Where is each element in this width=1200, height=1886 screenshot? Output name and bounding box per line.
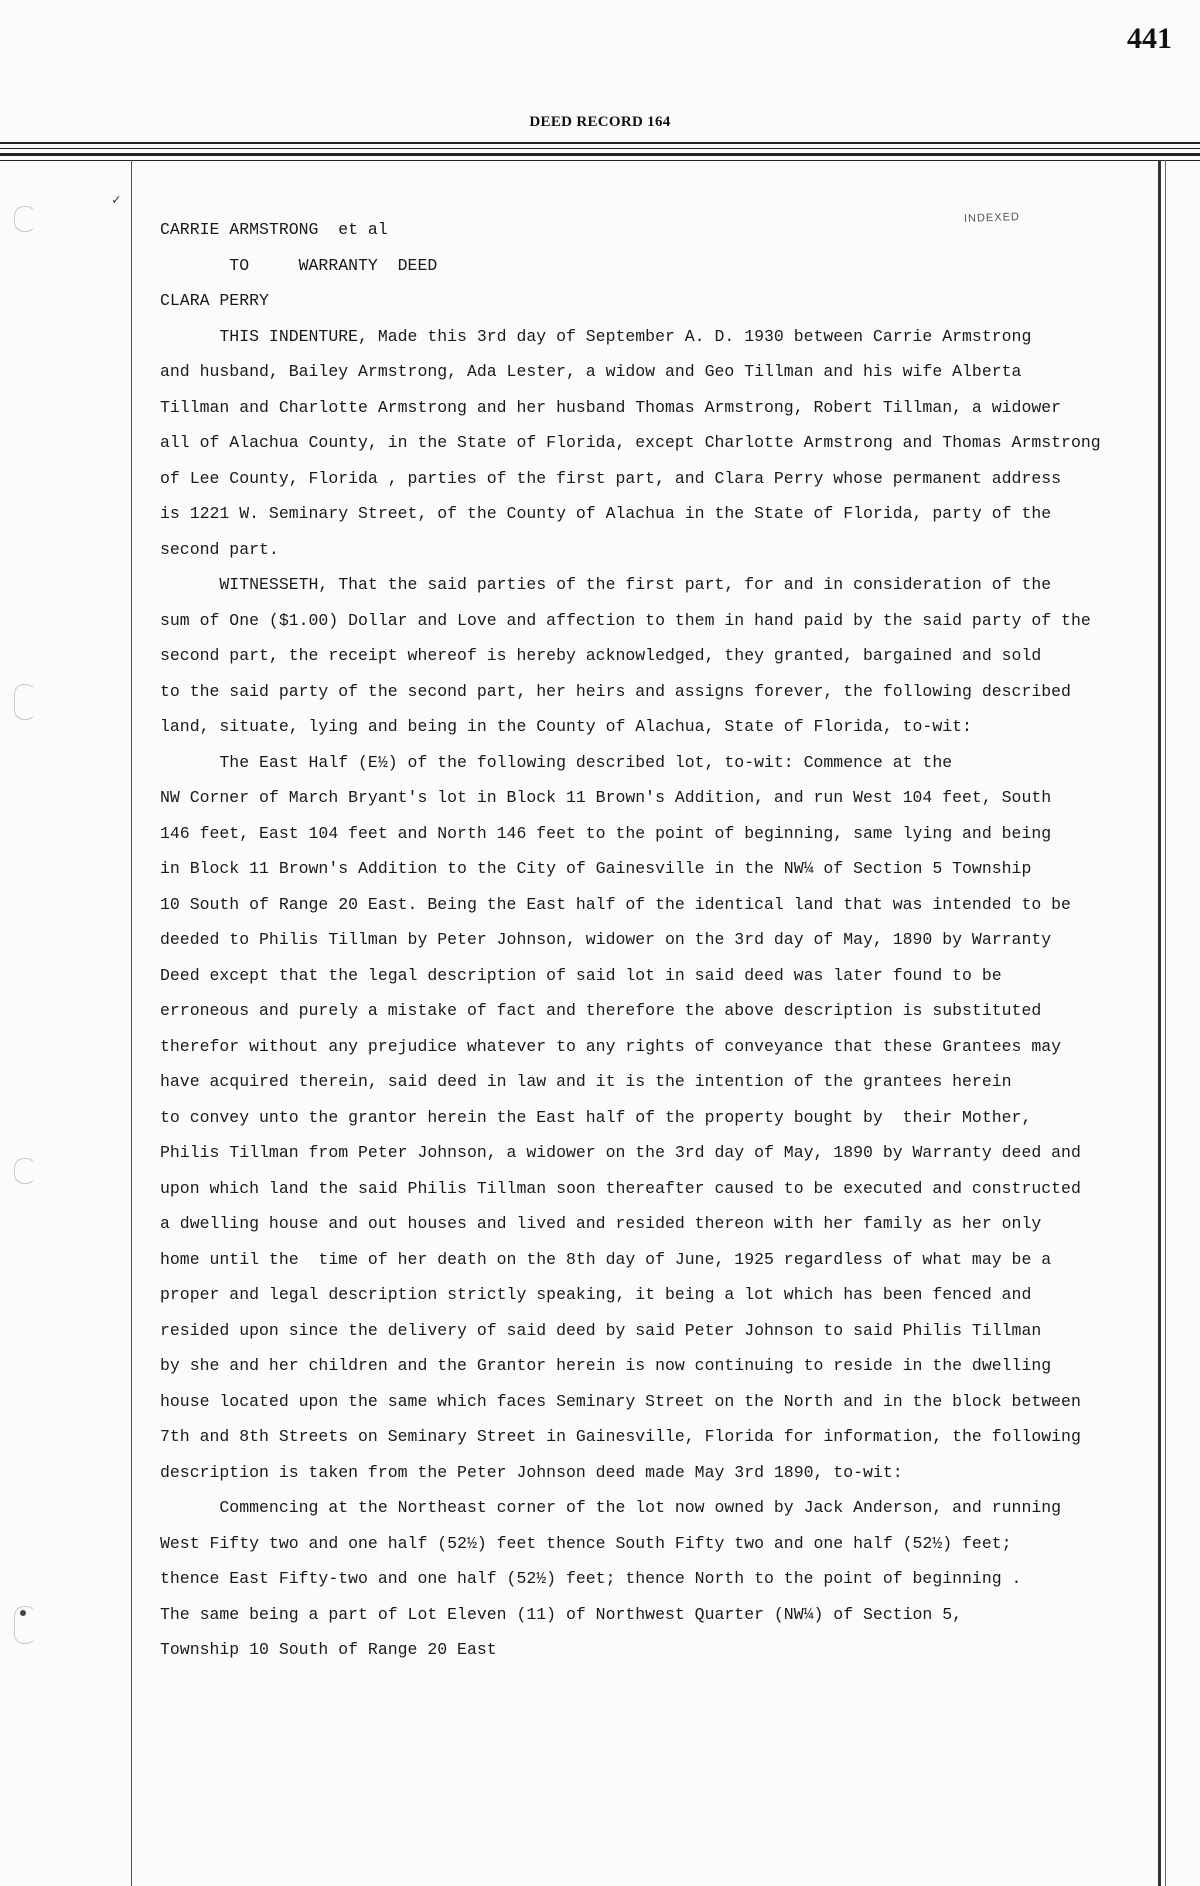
body-line: Tillman and Charlotte Armstrong and her husband Thomas Armstrong, Robert Tillman, a widower xyxy=(160,397,1062,417)
grantee-line: CLARA PERRY xyxy=(160,291,269,310)
deed-text xyxy=(160,212,1160,1668)
body-line: 146 feet, East 104 feet and North 146 feet to the point of beginning, same lying and being xyxy=(160,823,1052,843)
body-line: a dwelling house and out houses and lived and resided thereon with her family as her only xyxy=(160,1214,1042,1233)
record-title: DEED RECORD 164 xyxy=(529,114,671,130)
body-line: home until the time of her death on the 8th day of June, 1925 regardless of what may be a xyxy=(160,1249,1052,1269)
body-line: Commencing at the Northeast corner of the lot now owned by Jack Anderson, and running xyxy=(160,1498,1062,1517)
body-line: upon which land the said Philis Tillman soon thereafter caused to be executed and constructed xyxy=(160,1178,1081,1198)
body-line: is 1221 W. Seminary Street, of the County of Alachua in the State of Florida, party of the xyxy=(160,504,1052,523)
deed-type-line: TO WARRANTY DEED xyxy=(160,255,438,275)
body-line: Deed except that the legal description of said lot in said deed was later found to be xyxy=(160,965,1002,985)
body-line: therefor without any prejudice whatever to any rights of conveyance that these Grantees may xyxy=(160,1036,1062,1056)
body-line: 10 South of Range 20 East. Being the East half of the identical land that was intended to be xyxy=(160,894,1071,914)
body-line: THIS INDENTURE, Made this 3rd day of September A. D. 1930 between Carrie Armstrong xyxy=(160,326,1032,346)
header-rule xyxy=(0,142,1200,144)
body-line: all of Alachua County, in the State of Florida, except Charlotte Armstrong and Thomas Armstrong xyxy=(160,433,1101,452)
binder-hole xyxy=(14,1158,36,1184)
body-line: of Lee County, Florida , parties of the first part, and Clara Perry whose permanent address xyxy=(160,468,1062,488)
body-line: to the said party of the second part, her heirs and assigns forever, the following described xyxy=(160,681,1071,701)
body-line: Philis Tillman from Peter Johnson, a widower on the 3rd day of May, 1890 by Warranty deed and xyxy=(160,1143,1081,1162)
body-line: house located upon the same which faces Seminary Street on the North and in the block between xyxy=(160,1391,1081,1411)
header-rule xyxy=(0,148,1200,149)
body-line: sum of One ($1.00) Dollar and Love and affection to them in hand paid by the said party of the xyxy=(160,610,1091,630)
header-rule xyxy=(0,153,1200,156)
check-mark-icon: ✓ xyxy=(112,193,121,209)
body-line: Township 10 South of Range 20 East xyxy=(160,1640,497,1659)
body-line: WITNESSETH, That the said parties of the first part, for and in consideration of the xyxy=(160,575,1052,594)
body-line: The East Half (E½) of the following described lot, to-wit: Commence at the xyxy=(160,752,953,772)
left-margin-line xyxy=(131,160,132,1886)
body-line: second part, the receipt whereof is hereby acknowledged, they granted, bargained and sold xyxy=(160,646,1042,665)
body-line: have acquired therein, said deed in law and it is the intention of the grantees herein xyxy=(160,1072,1012,1091)
binder-hole xyxy=(14,206,36,232)
header-rule xyxy=(0,160,1200,161)
body-line: West Fifty two and one half (52½) feet thence South Fifty two and one half (52½) feet; xyxy=(160,1533,1012,1553)
body-line: resided upon since the delivery of said deed by said Peter Johnson to said Philis Tillman xyxy=(160,1320,1042,1340)
body-line: second part. xyxy=(160,539,279,559)
body-line: proper and legal description strictly speaking, it being a lot which has been fenced and xyxy=(160,1285,1032,1304)
body-line: description is taken from the Peter Johnson deed made May 3rd 1890, to-wit: xyxy=(160,1462,903,1482)
body-line: The same being a part of Lot Eleven (11) of Northwest Quarter (NW¼) of Section 5, xyxy=(160,1604,963,1624)
deed-body xyxy=(160,319,1160,1668)
body-line: 7th and 8th Streets on Seminary Street in Gainesville, Florida for information, the following xyxy=(160,1427,1081,1446)
body-line: deeded to Philis Tillman by Peter Johnson, widower on the 3rd day of May, 1890 by Warranty xyxy=(160,930,1052,949)
body-line: and husband, Bailey Armstrong, Ada Lester, a widow and Geo Tillman and his wife Alberta xyxy=(160,362,1022,381)
indexed-stamp: INDEXED xyxy=(963,211,1021,225)
body-line: to convey unto the grantor herein the East half of the property bought by their Mother, xyxy=(160,1107,1032,1127)
body-line: thence East Fifty-two and one half (52½) feet; thence North to the point of beginning . xyxy=(160,1569,1022,1588)
ink-dot xyxy=(20,1610,26,1616)
body-line: in Block 11 Brown's Addition to the City of Gainesville in the NW¼ of Section 5 Township xyxy=(160,859,1032,878)
binder-hole xyxy=(14,684,36,720)
page-number: 441 xyxy=(1127,22,1172,55)
body-line: by she and her children and the Grantor herein is now continuing to reside in the dwelling xyxy=(160,1356,1052,1375)
body-line: erroneous and purely a mistake of fact and therefore the above description is substituted xyxy=(160,1001,1042,1020)
body-line: land, situate, lying and being in the County of Alachua, State of Florida, to-wit: xyxy=(160,717,972,736)
right-margin-line xyxy=(1165,160,1166,1886)
body-line: NW Corner of March Bryant's lot in Block 11 Brown's Addition, and run West 104 feet, South xyxy=(160,788,1052,807)
grantor-line: CARRIE ARMSTRONG et al xyxy=(160,220,388,239)
